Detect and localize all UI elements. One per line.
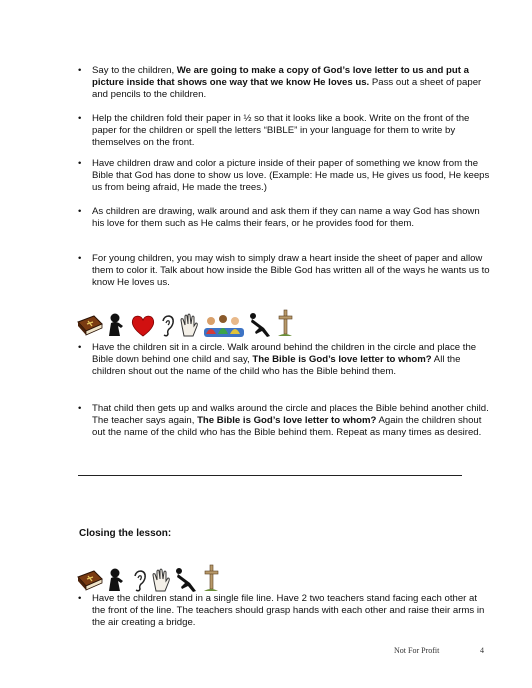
bullet-text <box>92 206 492 230</box>
text-run: Have the children sit in a circle. Walk around behind the children in the circle and place the Bible down behind one child and say, <box>92 342 477 366</box>
praying-child-icon <box>106 567 128 593</box>
bullet-marker: • <box>78 206 82 217</box>
bullet-text <box>92 65 492 102</box>
bible-icon <box>76 567 104 593</box>
bold-text-run: The Bible is God’s love letter to whom? <box>252 354 432 366</box>
hand-icon <box>178 312 200 338</box>
bullet-marker: • <box>78 113 82 124</box>
bible-icon <box>76 312 104 338</box>
closing-heading: Closing the lesson: <box>79 528 172 539</box>
horizontal-rule <box>78 475 462 476</box>
bullet-text <box>92 403 492 440</box>
stretching-figure-icon <box>174 567 200 593</box>
bullet-marker: • <box>78 342 82 353</box>
text-run: Say to the children, <box>92 65 177 76</box>
text-run: Have children draw and color a picture inside of their paper of something we know from the Bible that God has done to show us love. (Example: He made us, He gives us food, He keeps us from being afraid, He made the trees.) <box>92 158 490 194</box>
footer-label: Not For Profit <box>394 646 440 655</box>
text-run: Pass out a sheet of paper and pencils to the children. <box>92 77 482 101</box>
bullet-item <box>78 113 492 150</box>
stretching-figure-icon <box>248 312 274 338</box>
text-run: As children are drawing, walk around and ask them if they can name a way God has shown his love for them such as He calms their fears, or he provides food for them. <box>92 206 480 230</box>
icon-row <box>76 563 220 593</box>
bullet-text <box>92 593 492 630</box>
bullet-marker: • <box>78 158 82 169</box>
bullet-item <box>78 593 492 630</box>
bullet-marker: • <box>78 65 82 76</box>
text-run: All the children shout out the name of the child who has the Bible behind them. <box>92 354 461 378</box>
bullet-text <box>92 158 492 195</box>
cross-icon <box>276 308 294 338</box>
hand-icon <box>150 567 172 593</box>
bullet-item <box>78 206 492 230</box>
bullet-text <box>92 253 492 290</box>
heart-icon <box>130 314 156 338</box>
bullet-marker: • <box>78 593 82 604</box>
ear-icon <box>130 569 148 593</box>
bullet-text <box>92 342 492 379</box>
bullet-marker: • <box>78 403 82 414</box>
bullet-item <box>78 342 492 379</box>
text-run: That child then gets up and walks around the circle and places the Bible behind another child. The teacher says again, <box>92 403 489 427</box>
bullet-marker: • <box>78 253 82 264</box>
bold-text-run: The Bible is God’s love letter to whom? <box>197 415 377 427</box>
cross-icon <box>202 563 220 593</box>
children-group-icon <box>202 312 246 338</box>
bold-text-run: We are going to make a copy of God’s love letter to us and put a picture inside that shows one way that we know He loves us. <box>92 65 469 89</box>
praying-child-icon <box>106 312 128 338</box>
bullet-item <box>78 253 492 290</box>
page-number: 4 <box>480 646 484 655</box>
text-run: Again the children shout out the name of the child who has the Bible behind them. Repeat as many times as desired. <box>92 415 482 439</box>
bullet-item <box>78 158 492 195</box>
bullet-item <box>78 65 492 102</box>
bullet-text <box>92 113 492 150</box>
ear-icon <box>158 314 176 338</box>
icon-row <box>76 308 294 338</box>
text-run: Have the children stand in a single file line. Have 2 two teachers stand facing each other at the front of the line. The teachers should grasp hands with each other and raise their arms in the air creating a bridge. <box>92 593 485 629</box>
text-run: Help the children fold their paper in ½ so that it looks like a book. Write on the front of the paper for the children or spell the letters “BIBLE” in your language for them to write by themselves on the front. <box>92 113 470 149</box>
bullet-item <box>78 403 492 440</box>
text-run: For young children, you may wish to simply draw a heart inside the sheet of paper and allow them to color it. Talk about how inside the Bible God has written all of the ways he wants us to know He loves us. <box>92 253 490 289</box>
